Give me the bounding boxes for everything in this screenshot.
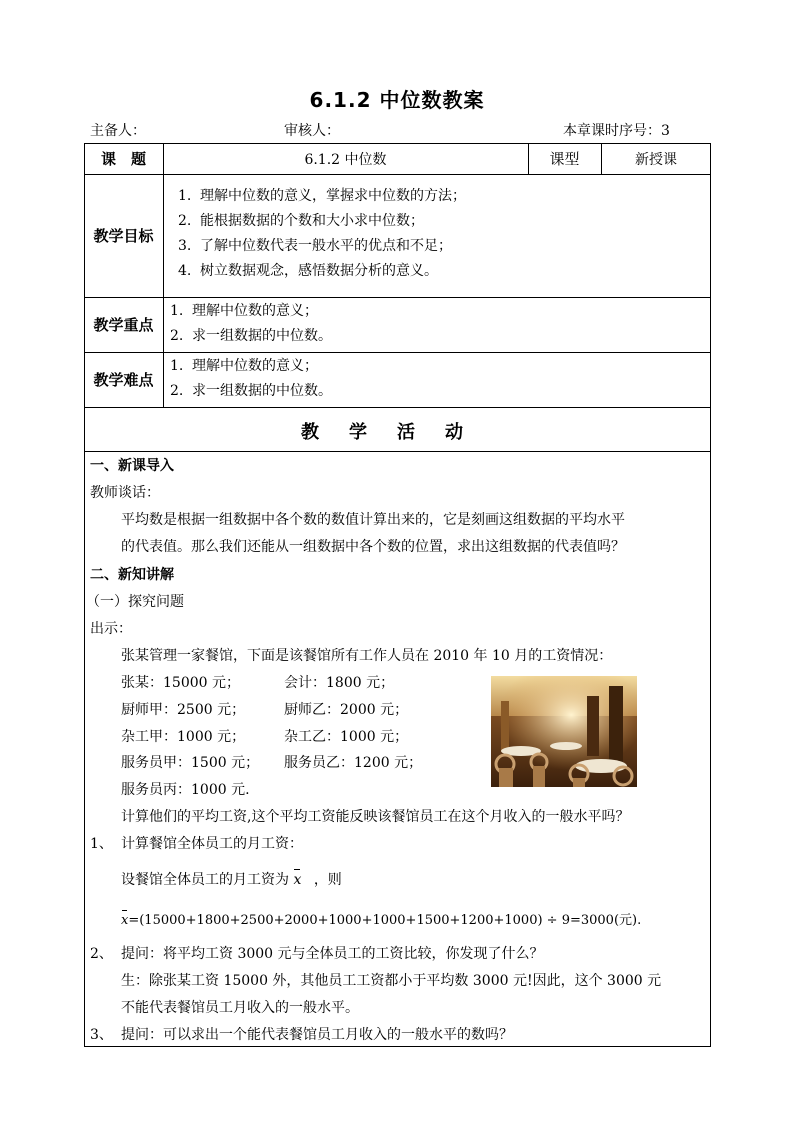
column-divider bbox=[163, 143, 164, 407]
row-divider bbox=[84, 451, 711, 452]
reviewer-label: 审核人： bbox=[284, 123, 340, 139]
lesson-number: 本章课时序号：3 bbox=[563, 123, 670, 139]
preparer-label: 主备人： bbox=[90, 123, 146, 139]
section-heading-intro: 一、新课导入 bbox=[90, 458, 174, 474]
step-text: 提问：可以求出一个能代表餐馆员工月收入的一般水平的数吗？ bbox=[121, 1027, 513, 1043]
step-text: 计算餐馆全体员工的月工资： bbox=[121, 836, 303, 852]
list-item: 2. 求一组数据的中位数。 bbox=[170, 328, 332, 344]
page-title: 6.1.2 中位数教案 bbox=[309, 88, 485, 112]
paragraph-line: 的代表值。那么我们还能从一组数据中各个数的位置，求出这组数据的代表值吗？ bbox=[121, 539, 625, 555]
mean-symbol: x bbox=[293, 872, 302, 888]
formula-line: x=(15000+1800+2500+2000+1000+1000+1500+1200+1000) ÷ 9=3000(元). bbox=[121, 913, 642, 928]
difficult-points-list bbox=[170, 354, 332, 404]
row-divider bbox=[84, 174, 711, 175]
lesson-type-label: 课型 bbox=[549, 150, 580, 168]
paragraph-line: 平均数是根据一组数据中各个数的数值计算出来的，它是刻画这组数据的平均水平 bbox=[121, 512, 625, 528]
teacher-talk-label: 教师谈话： bbox=[90, 485, 160, 501]
key-points-list bbox=[170, 299, 332, 349]
wage-item: 张某：15000 元； bbox=[121, 675, 240, 691]
restaurant-photo bbox=[491, 676, 637, 787]
key-points-label: 教学重点 bbox=[93, 316, 154, 334]
list-item: 1. 理解中位数的意义； bbox=[170, 303, 318, 319]
wage-item: 会计：1800 元； bbox=[284, 675, 395, 691]
step-text: 提问：将平均工资 3000 元与全体员工的工资比较，你发现了什么？ bbox=[121, 946, 544, 962]
topic-label: 课 题 bbox=[100, 150, 146, 168]
section-heading-new: 二、新知讲解 bbox=[90, 567, 174, 583]
wage-item: 厨师乙：2000 元； bbox=[284, 702, 409, 718]
row-divider bbox=[84, 352, 711, 353]
row-divider bbox=[84, 407, 711, 408]
topic-value: 6.1.2 中位数 bbox=[304, 151, 387, 168]
let-statement: 设餐馆全体员工的月工资为 x ，则 bbox=[121, 872, 342, 888]
wage-item: 服务员乙：1200 元； bbox=[284, 755, 423, 771]
row-divider bbox=[84, 297, 711, 298]
lesson-type-value: 新授课 bbox=[635, 151, 677, 168]
activities-heading: 教学活动 bbox=[301, 422, 493, 443]
answer-line: 生：除张某工资 15000 外，其他员工工资都小于平均数 3000 元!因此，这个 3000 元 bbox=[121, 973, 662, 989]
wage-item: 杂工乙：1000 元； bbox=[284, 729, 409, 745]
list-item: 1. 理解中位数的意义； bbox=[170, 358, 318, 374]
problem-statement: 张某管理一家餐馆，下面是该餐馆所有工作人员在 2010 年 10 月的工资情况： bbox=[121, 648, 613, 664]
wage-item: 服务员丙：1000 元. bbox=[121, 782, 250, 798]
objectives-list bbox=[178, 184, 466, 284]
list-item: 1. 理解中位数的意义，掌握求中位数的方法； bbox=[178, 188, 466, 204]
step-number: 2、 bbox=[90, 946, 113, 962]
answer-line: 不能代表餐馆员工月收入的一般水平。 bbox=[121, 1000, 359, 1016]
wage-item: 杂工甲：1000 元； bbox=[121, 729, 246, 745]
question-line: 计算他们的平均工资,这个平均工资能反映该餐馆员工在这个月收入的一般水平吗？ bbox=[121, 809, 630, 825]
step-number: 3、 bbox=[90, 1027, 113, 1043]
list-item: 4. 树立数据观念，感悟数据分析的意义。 bbox=[178, 263, 438, 279]
list-item: 3. 了解中位数代表一般水平的优点和不足； bbox=[178, 238, 452, 254]
difficult-points-label: 教学难点 bbox=[93, 371, 154, 389]
subsection-heading: （一）探究问题 bbox=[86, 594, 184, 610]
show-label: 出示： bbox=[90, 621, 132, 637]
list-item: 2. 能根据数据的个数和大小求中位数； bbox=[178, 213, 424, 229]
objectives-label: 教学目标 bbox=[93, 227, 154, 245]
step-number: 1、 bbox=[90, 836, 113, 852]
wage-item: 厨师甲：2500 元； bbox=[121, 702, 246, 718]
wage-item: 服务员甲：1500 元； bbox=[121, 755, 260, 771]
list-item: 2. 求一组数据的中位数。 bbox=[170, 383, 332, 399]
mean-symbol: x bbox=[121, 913, 129, 928]
